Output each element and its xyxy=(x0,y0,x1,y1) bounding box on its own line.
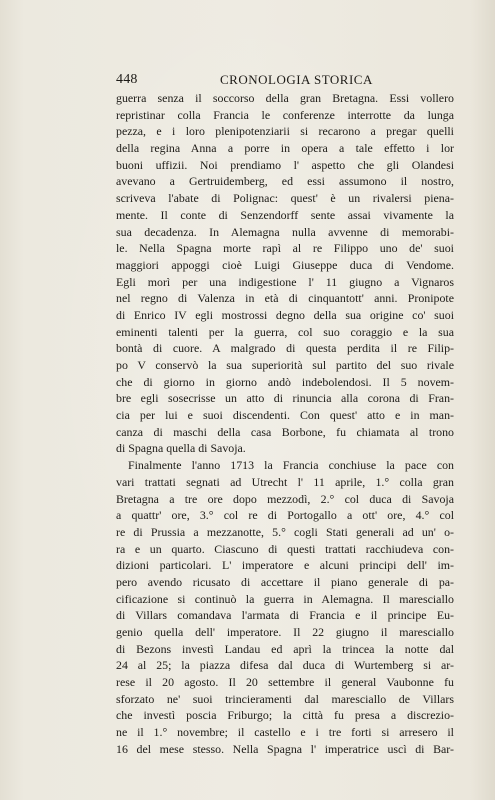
text-line: cificazione si continuò la guerra in Alemagna. Il maresciallo xyxy=(116,591,454,606)
text-line: a quattr' ore, 3.° col re di Portogallo a ott' ore, 4.° col xyxy=(116,508,454,523)
text-line: Finalmente l'anno 1713 la Francia conchiuse la pace con xyxy=(128,458,454,473)
text-line: repristinar colla Francia le conferenze interrotte da lunga xyxy=(116,107,454,122)
text-line: genio quella dell' imperatore. Il 22 giugno il maresciallo xyxy=(116,625,454,639)
text-line: nel regno di Valenza in età di cinquantott' anni. Pronipote xyxy=(116,291,454,306)
text-line: mente. Il conte di Senzendorff sente assai vivamente la xyxy=(116,207,454,222)
text-line: canza di maschi della casa Borbone, fu chiamata al trono xyxy=(116,424,454,439)
page-number: 448 xyxy=(116,72,138,87)
text-line: di Villars comandava l'armata di Francia e il principe Eu- xyxy=(116,608,454,623)
text-line: di Enrico IV egli mostrossi degno della sua origine co' suoi xyxy=(116,307,454,322)
text-line: maggiori appoggi cioè Luigi Giuseppe duca di Vendome. xyxy=(116,257,454,272)
running-title: CRONOLOGIA STORICA xyxy=(220,72,373,87)
text-line: le. Nella Spagna morte rapì al re Filippo uno de' suoi xyxy=(116,241,454,256)
text-line: bontà di cuore. A malgrado di questa perdita il re Filip- xyxy=(116,341,454,356)
text-line: scriveva l'abate di Polignac: quest' è un rivalersi piena- xyxy=(116,191,454,206)
text-line: Bretagna a tre ore dopo mezzodì, 2.° col duca di Savoja xyxy=(116,491,454,506)
text-line: bre egli sosecrisse un atto di rinuncia alla corona di Fran- xyxy=(116,391,454,406)
page-header xyxy=(116,72,454,90)
body-text xyxy=(116,90,454,758)
text-line: 16 del mese stesso. Nella Spagna l' imperatrice uscì di Bar- xyxy=(116,741,454,756)
text-line: vari trattati segnati ad Utrecht l' 11 aprile, 1.° colla gran xyxy=(116,474,454,489)
text-line: po V conservò la sua superiorità sul partito del suo rivale xyxy=(116,358,454,372)
text-line: ra e un quarto. Ciascuno di questi trattati racchiudeva con- xyxy=(116,541,454,556)
text-line: eminenti talenti per la guerra, col suo coraggio e la sua xyxy=(116,324,454,339)
text-line: avevano a Gertruidemberg, ed essi assumono il nostro, xyxy=(116,174,454,189)
text-line: dizioni particolari. L' imperatore e alcuni principi dell' im- xyxy=(116,558,454,573)
text-line: sforzato ne' suoi trincieramenti dal maresciallo de Villars xyxy=(116,691,454,706)
text-line: 24 al 25; la piazza difesa dal duca di Wurtemberg si ar- xyxy=(116,658,454,673)
text-line: pero avendo ricusato di accettare il piano generale di pa- xyxy=(116,574,454,589)
text-line: di Bezons investì Landau ed aprì la trincea la notte dal xyxy=(116,641,454,656)
text-line: Egli morì per una indigestione l' 11 giugno a Vignaros xyxy=(116,274,454,289)
text-line: di Spagna quella di Savoja. xyxy=(116,441,246,456)
text-line: guerra senza il soccorso della gran Bretagna. Essi vollero xyxy=(116,91,454,105)
text-line: ne il 1.° novembre; il castello e i tre forti si arresero il xyxy=(116,725,454,740)
text-line: sua decadenza. In Alemagna nulla avvenne di memorabi- xyxy=(116,224,454,239)
text-line: della regina Anna a porre in opera a tale effetto i lor xyxy=(116,141,454,156)
text-line: buoni uffizii. Noi prendiamo l' aspetto che gli Olandesi xyxy=(116,157,454,172)
text-line: pezza, e i loro plenipotenziarii si recarono a pregar quelli xyxy=(116,124,454,139)
text-line: cia per lui e suoi discendenti. Con quest' atto e in man- xyxy=(116,408,454,423)
text-line: re di Prussia a mezzanotte, 5.° cogli Stati generali ad un' o- xyxy=(116,524,454,539)
text-line: rese il 20 agosto. Il 20 settembre il general Vaubonne fu xyxy=(116,675,454,690)
text-line: che di giorno in giorno andò indebolendosi. Il 5 novem- xyxy=(116,374,454,389)
text-line: che investì poscia Friburgo; la città fu presa a discrezio- xyxy=(116,708,454,723)
